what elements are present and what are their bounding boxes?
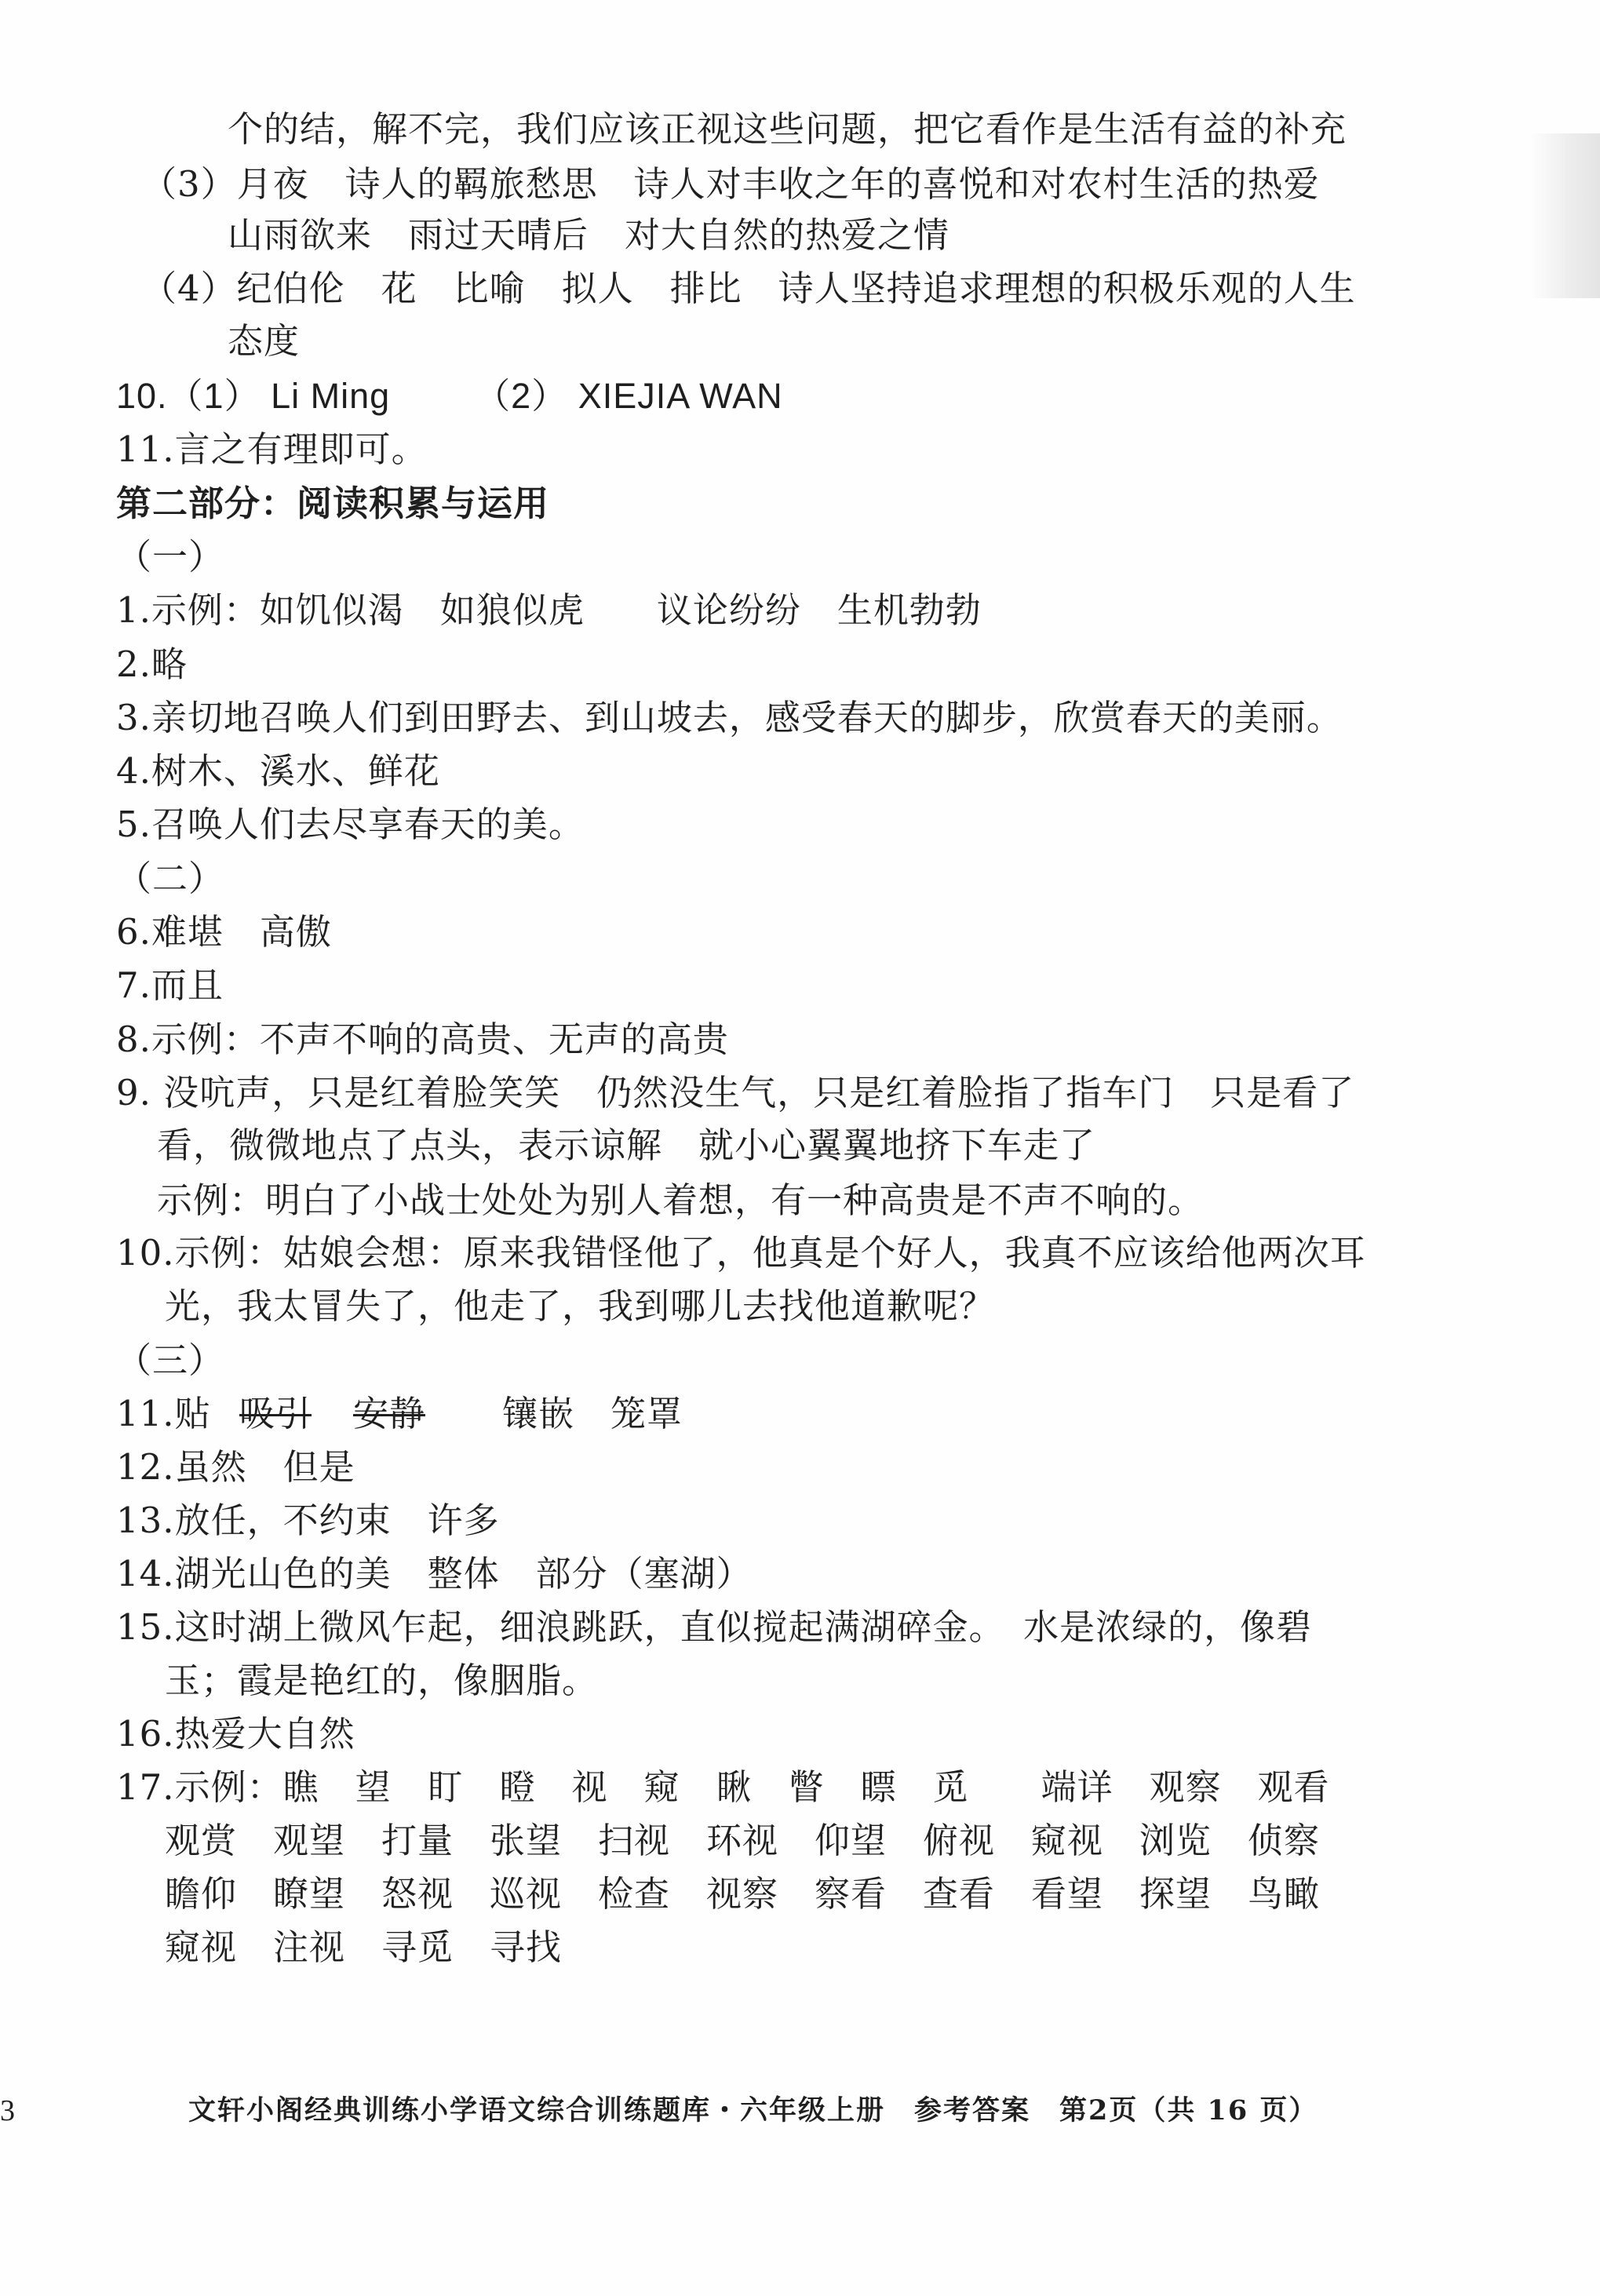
margin-page-number: 3: [0, 2094, 15, 2127]
text-line: 10.（1） Li Ming （2） XIEJIA WAN: [116, 376, 783, 416]
text-line: 4.树木、溪水、鲜花: [116, 750, 440, 792]
text-line: 15.这时湖上微风乍起，细浪跳跃，直似搅起满湖碎金。 水是浓绿的，像碧: [116, 1606, 1313, 1648]
text-line: 8.示例：不声不响的高贵、无声的高贵: [116, 1019, 729, 1060]
text-line: 窥视 注视 寻觅 寻找: [165, 1926, 563, 1968]
text-line: 1.示例：如饥似渴 如狼似虎 议论纷纷 生机勃勃: [116, 589, 982, 631]
struck-word: 安静: [353, 1393, 426, 1434]
text-line: 镶嵌 笼罩: [502, 1393, 683, 1434]
text-line: （一）: [116, 536, 225, 578]
text-line: 看，微微地点了点头，表示谅解 就小心翼翼地挤下车走了: [157, 1124, 1096, 1166]
text-line: 个的结，解不完，我们应该正视这些问题，把它看作是生活有益的补充: [228, 108, 1347, 150]
text-line: 山雨欲来 雨过天晴后 对大自然的热爱之情: [228, 214, 950, 256]
text-line: （二）: [116, 858, 225, 899]
text-line: 2.略: [116, 643, 188, 685]
section-heading: 第二部分：阅读积累与运用: [116, 483, 550, 524]
text-line: 6.难堪 高傲: [116, 911, 332, 953]
text-line: 17.示例：瞧 望 盯 瞪 视 窥 瞅 瞥 瞟 觅 端详 观察 观看: [116, 1766, 1330, 1808]
text-line: 12.虽然 但是: [116, 1446, 355, 1488]
text-line: （4）纪伯伦 花 比喻 拟人 排比 诗人坚持追求理想的积极乐观的人生: [141, 268, 1356, 309]
text-line: 示例：明白了小战士处处为别人着想，有一种高贵是不声不响的。: [157, 1179, 1205, 1221]
text-line: 10.示例：姑娘会想：原来我错怪他了，他真是个好人，我真不应该给他两次耳: [116, 1232, 1366, 1274]
text-line: 16.热爱大自然: [116, 1713, 355, 1755]
text-line: 光，我太冒失了，他走了，我到哪儿去找他道歉呢？: [165, 1285, 996, 1327]
text-line: 11.贴: [116, 1393, 211, 1434]
text-line: （三）: [116, 1339, 225, 1381]
text-line: 14.湖光山色的美 整体 部分（塞湖）: [116, 1553, 753, 1594]
text-line: 态度: [228, 320, 301, 362]
scan-shadow: [1529, 133, 1600, 298]
text-line: 13.放任，不约束 许多: [116, 1500, 500, 1541]
text-line: 11.言之有理即可。: [116, 428, 428, 470]
text-line: 玉；霞是艳红的，像胭脂。: [165, 1660, 599, 1701]
text-line: （3）月夜 诗人的羁旅愁思 诗人对丰收之年的喜悦和对农村生活的热爱: [141, 163, 1320, 205]
text-line: 9. 没吭声，只是红着脸笑笑 仍然没生气，只是红着脸指了指车门 只是看了: [116, 1072, 1355, 1113]
text-line: 观赏 观望 打量 张望 扫视 环视 仰望 俯视 窥视 浏览 侦察: [165, 1820, 1321, 1861]
text-line: 3.亲切地召唤人们到田野去、到山坡去，感受春天的脚步，欣赏春天的美丽。: [116, 697, 1343, 738]
struck-word: 吸引: [239, 1393, 312, 1434]
text-line: 瞻仰 瞭望 怒视 巡视 检查 视察 察看 查看 看望 探望 鸟瞰: [165, 1873, 1321, 1915]
page-footer: 文轩小阁经典训练小学语文综合训练题库・六年级上册 参考答案 第2页（共 16 页）: [188, 2094, 1318, 2127]
text-line: 7.而且: [116, 964, 224, 1006]
text-line: 5.召唤人们去尽享春天的美。: [116, 804, 585, 845]
